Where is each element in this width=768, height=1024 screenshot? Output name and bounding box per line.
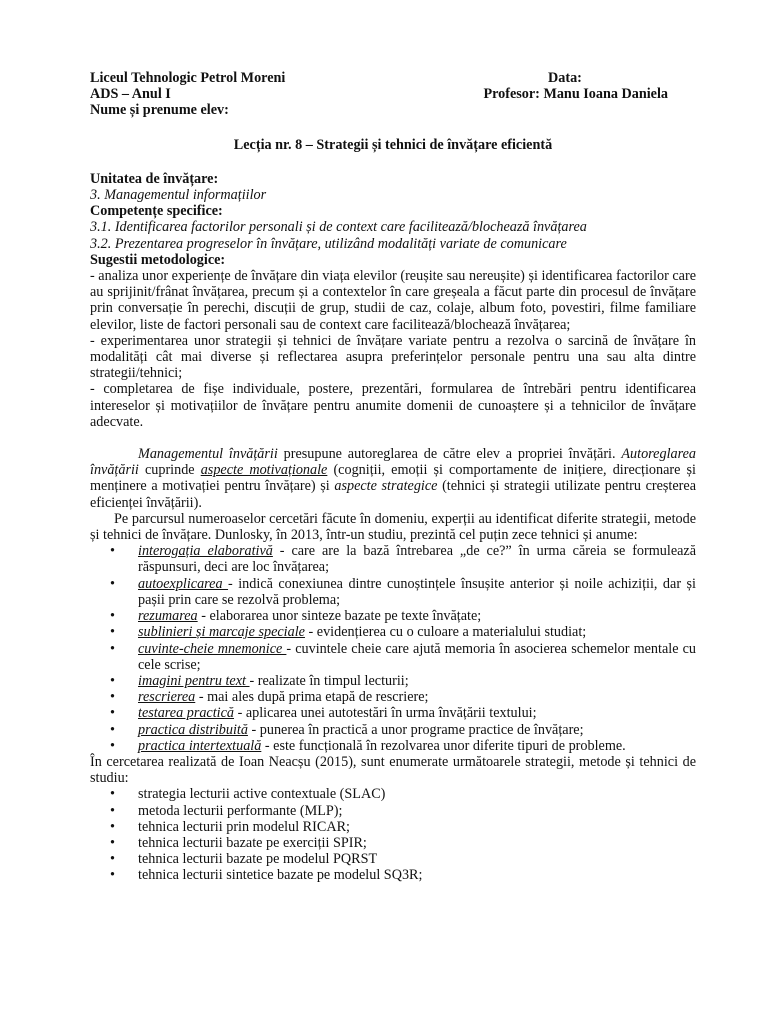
- unit-value: 3. Managementul informațiilor: [90, 187, 267, 204]
- list-item: • metoda lecturii performante (MLP);: [110, 802, 343, 819]
- course-name: ADS – Anul I: [90, 86, 171, 103]
- list-item: • autoexplicarea - indică conexiunea dintre cunoștințele însușite anterior și noile achiziții, dar și pașii prin care se rezolvă problema;: [110, 575, 696, 608]
- date-label: Data:: [548, 70, 582, 86]
- header-line-2: [90, 86, 696, 102]
- document-content: [90, 70, 696, 884]
- list-item: • tehnica lecturii bazate pe modelul PQRST: [110, 851, 378, 868]
- lesson-title: Lecția nr. 8 – Strategii și tehnici de învățare eficientă: [233, 136, 553, 153]
- list-item: • interogația elaborativă - care are la bază întrebarea „de ce?” în urma căreia se formulează răspunsuri, deci are loc învățarea;: [110, 543, 697, 576]
- list-item: • imagini pentru text - realizate în timpul lecturii;: [110, 672, 409, 689]
- student-name-label: Nume și prenume elev:: [90, 102, 229, 119]
- competence-item: 3.1. Identificarea factorilor personali și de context care facilitează/blochează învățarea: [90, 219, 587, 236]
- suggestion-item: - completarea de fișe individuale, postere, prezentări, formularea de întrebări pentru identificarea intereselor și motivațiilor de învățare pentru anumite domenii de cunoaștere și a tehnicilor de învățare adecvate.: [90, 381, 696, 430]
- list-item: • rescrierea - mai ales după prima etapă de rescriere;: [110, 689, 429, 706]
- list-item: • strategia lecturii active contextuale (SLAC): [110, 786, 386, 803]
- list-item: • practica intertextuală - este funcțională în rezolvarea unor diferite tipuri de probleme.: [110, 737, 626, 754]
- strategies-list: [90, 786, 696, 883]
- header-line-1: [90, 70, 696, 86]
- competence-item: 3.2. Prezentarea progreselor în învățare, utilizând modalități variate de comunicare: [90, 235, 567, 252]
- competences-label: Competențe specifice:: [90, 203, 223, 220]
- list-item: • cuvinte-cheie mnemonice - cuvintele cheie care ajută memoria în asocierea schemelor mentale cu cele scrise;: [110, 640, 696, 673]
- list-item: • practica distribuită - punerea în practică a unor programe practice de învățare;: [110, 721, 584, 738]
- paragraph-neacsu: În cercetarea realizată de Ioan Neacșu (2015), sunt enumerate următoarele strategii, metode și tehnici de studiu:: [90, 753, 696, 787]
- teacher-name: Profesor: Manu Ioana Daniela: [483, 86, 668, 103]
- suggestion-item: - analiza unor experiențe de învățare din viața elevilor (reușite sau nereușite) și identificarea factorilor care au sprijinit/frânat învățarea, precum și a contextelor în care greșeala a făcut parte din procesul de învățare prin conversație în perechi, discuții de grup, studii de caz, colaje, album foto, povestiri, filme familiare elevilor, liste de factori personali sau de context care facilitează/blochează învățarea;: [90, 268, 696, 333]
- suggestion-item: - experimentarea unor strategii și tehnici de învățare variate pentru a rezolva o sarcină de învățare în modalități cât mai diverse și reflectarea asupra preferințelor personale pentru una sau alta dintre strategii/tehnici;: [90, 332, 696, 382]
- list-item: • tehnica lecturii sintetice bazate pe modelul SQ3R;: [110, 867, 423, 884]
- paragraph-research: Pe parcursul numeroaselor cercetări făcute în domeniu, experții au identificat diferite strategii, metode și tehnici de învățare. Dunlosky, în 2013, într-un studiu, prezintă cel puțin zece tehnici și anume:: [90, 510, 696, 544]
- list-item: • tehnica lecturii prin modelul RICAR;: [110, 818, 350, 835]
- header-line-3: [90, 102, 696, 118]
- list-item: • testarea practică - aplicarea unei autotestări în urma învățării textului;: [110, 705, 537, 722]
- techniques-list: [90, 543, 696, 754]
- school-name: Liceul Tehnologic Petrol Moreni: [90, 70, 286, 86]
- list-item: • sublinieri și marcaje speciale - evidențierea cu o culoare a materialului studiat;: [110, 624, 587, 641]
- list-item: • tehnica lecturii bazate pe exerciții SPIR;: [110, 834, 367, 851]
- unit-label: Unitatea de învățare:: [90, 170, 219, 187]
- paragraph-management: Managementul învățării presupune autoreglarea de către elev a propriei învățări. Autoreglarea învățării cuprinde aspecte motivaționale (cogniții, emoții și comportamente de inițiere, direcționare și menținere a motivației pentru învățare) și aspecte strategice (tehnici și strategii utilizate pentru creșterea eficienței învățării).: [90, 446, 696, 511]
- suggestions-label: Sugestii metodologice:: [90, 251, 226, 268]
- list-item: • rezumarea - elaborarea unor sinteze bazate pe texte învățate;: [110, 608, 482, 625]
